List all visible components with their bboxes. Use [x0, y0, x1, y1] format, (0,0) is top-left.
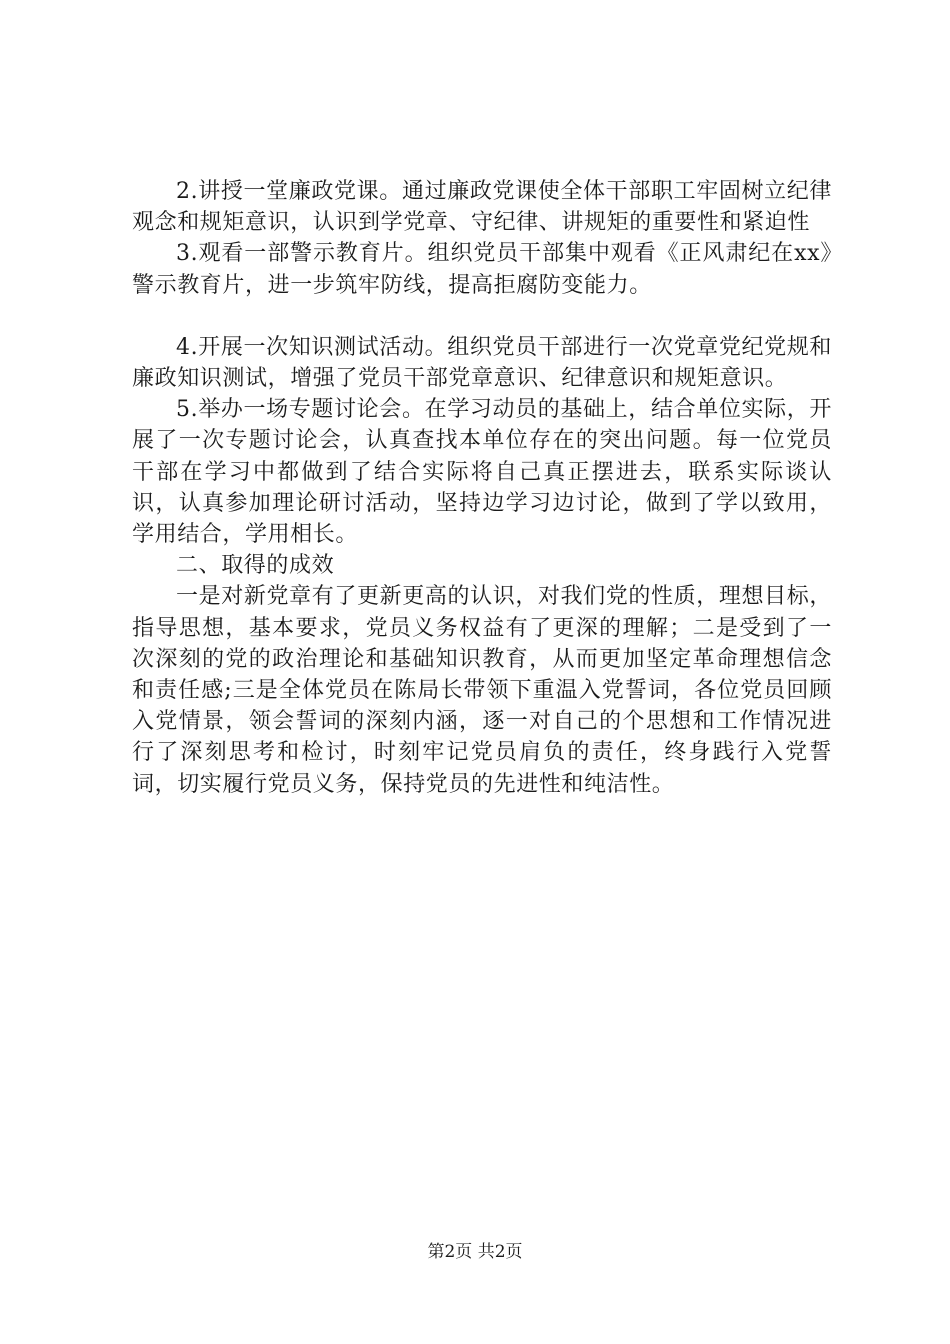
paragraph-achievements: 一是对新党章有了更新更高的认识，对我们党的性质，理想目标，指导思想，基本要求，党员义务权益有了更深的理解；二是受到了一次深刻的党的政治理论和基础知识教育，从而更加坚定革命理想信念和责任感;三是全体党员在陈局长带领下重温入党誓词，各位党员回顾入党情景，领会誓词的深刻内涵，逐一对自己的个思想和工作情况进行了深刻思考和检讨，时刻牢记党员肩负的责任，终身践行入党誓词，切实履行党员义务，保持党员的先进性和纯洁性。	[132, 584, 832, 797]
paragraph-spacer	[132, 301, 832, 332]
paragraph-party-lecture: 2.讲授一堂廉政党课。通过廉政党课使全体干部职工牢固树立纪律观念和规矩意识，认识到学党章、守纪律、讲规矩的重要性和紧迫性	[132, 179, 832, 236]
section-heading-achievements: 二、取得的成效	[176, 553, 335, 579]
page-number-footer: 第2页 共2页	[427, 1242, 523, 1262]
paragraph-knowledge-test: 4.开展一次知识测试活动。组织党员干部进行一次党章党纪党规和廉政知识测试，增强了党员干部党章意识、纪律意识和规矩意识。	[132, 334, 832, 392]
document-body	[132, 176, 832, 800]
paragraph-discussion-meeting: 5.举办一场专题讨论会。在学习动员的基础上，结合单位实际，开展了一次专题讨论会，认真查找本单位存在的突出问题。每一位党员干部在学习中都做到了结合实际将自己真正摆进去，联系实际谈认识，认真参加理论研讨活动，坚持边学习边讨论，做到了学以致用，学用结合，学用相长。	[132, 397, 832, 548]
paragraph-warning-film: 3.观看一部警示教育片。组织党员干部集中观看《正风肃纪在xx》警示教育片，进一步筑牢防线，提高拒腐防变能力。	[132, 241, 832, 298]
